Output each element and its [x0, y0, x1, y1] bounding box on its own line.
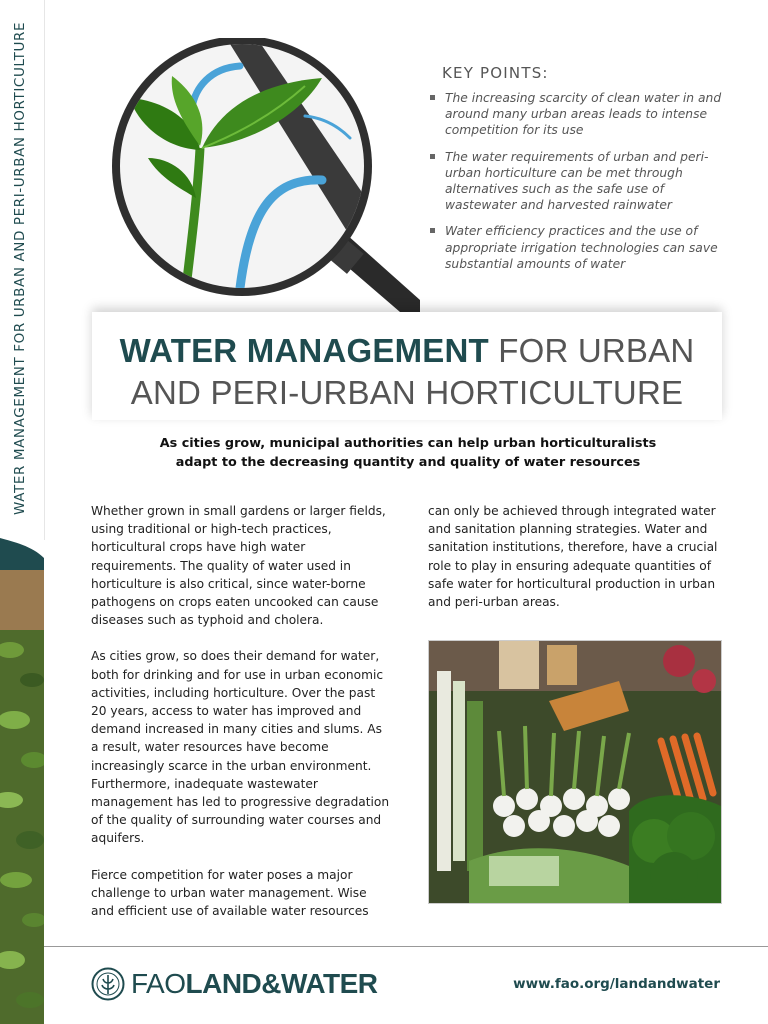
body-paragraph: Whether grown in small gardens or larger fields, using traditional or high-tech practices, horticultural crops have high water requirements. The quality of water used in horticulture is also critical, since water-borne pathogens on crops eaten uncooked can cause diseases such as typhoid and cholera.	[91, 504, 386, 628]
website-link[interactable]: www.fao.org/landandwater	[513, 976, 720, 992]
body-paragraph: can only be achieved through integrated water and sanitation planning strategies. Water and sanitation institutions, therefore, have a crucial role to play in ensuring adequate quantities of safe water for horticultural production in urban and peri-urban areas.	[428, 504, 718, 610]
body-left-column	[91, 502, 391, 938]
key-points	[428, 64, 728, 282]
sidebar-strip	[0, 0, 45, 540]
fao-land-water-logo	[91, 966, 378, 1002]
sidebar-plant-photo	[0, 570, 44, 1024]
body-paragraph: As cities grow, so does their demand for water, both for drinking and for use in urban economic activities, including horticulture. Over the past 20 years, access to water has improved and demand increased in many cities and slums. As a result, water resources have become increasingly scarce in the urban environment. Furthermore, inadequate wastewater management has led to progressive degradation of the quality of surrounding water courses and aquifers.	[91, 649, 390, 846]
body-paragraph: Fierce competition for water poses a major challenge to urban water management. Wise and efficient use of available water resources	[91, 867, 369, 919]
body-right-column	[428, 502, 728, 629]
magnifying-glass-plant-icon	[100, 38, 420, 316]
key-points-list	[428, 90, 728, 272]
title-line-2: AND PERI-URBAN HORTICULTURE	[130, 374, 684, 411]
key-point-item: The increasing scarcity of clean water in and around many urban areas leads to intense competition for its use	[428, 90, 728, 139]
title-strong: WATER MANAGEMENT	[119, 332, 489, 369]
logo-fao: FAO	[131, 968, 186, 999]
logo-land-water: LAND&WATER	[185, 968, 378, 999]
subtitle-line-1: As cities grow, municipal authorities can help urban horticulturalists	[159, 436, 657, 451]
title-rest: FOR URBAN	[488, 332, 695, 369]
key-point-item: Water efficiency practices and the use of appropriate irrigation technologies can save substantial amounts of water	[428, 223, 728, 272]
sidebar	[0, 0, 44, 1024]
vertical-title: WATER MANAGEMENT FOR URBAN AND PERI-URBAN HORTICULTURE	[12, 21, 28, 515]
title-line-1	[92, 332, 722, 370]
key-point-item: The water requirements of urban and peri-urban horticulture can be met through alternatives such as the safe use of wastewater and harvested rainwater	[428, 149, 728, 214]
fao-emblem-icon	[91, 967, 125, 1001]
subtitle	[120, 434, 696, 472]
footer-rule	[44, 946, 768, 947]
subtitle-line-2: adapt to the decreasing quantity and quality of water resources	[175, 455, 641, 470]
key-points-heading: KEY POINTS:	[442, 64, 549, 82]
logo-wordmark	[131, 968, 378, 1000]
title-box	[92, 312, 722, 420]
vegetables-photo	[428, 640, 722, 904]
